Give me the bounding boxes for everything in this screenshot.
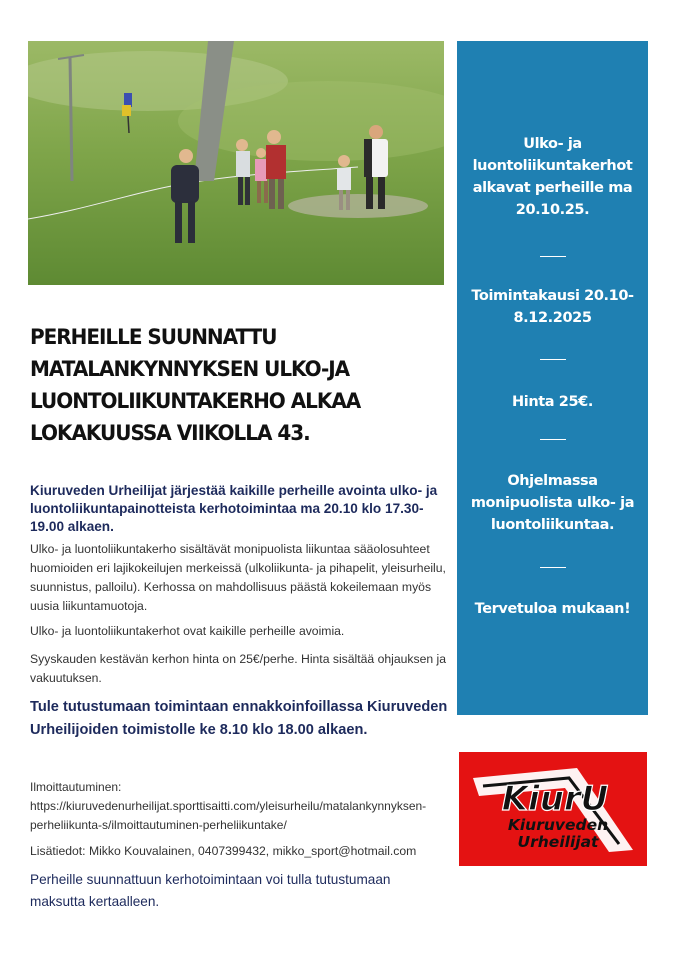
lead-paragraph: Kiuruveden Urheilijat järjestää kaikille perheille avointa ulko- ja luontoliikuntapainotteista kerhotoimintaa ma 20.10 klo 17.30-19.00 alkaen. [30, 483, 438, 534]
page-title: PERHEILLE SUUNNATTU MATALANKYNNYKSEN ULKO-JA LUONTOLIIKUNTAKERHO ALKAA LOKAKUUSSA VIIKOLLA 43. [30, 325, 361, 446]
registration-url-line1: https://kiuruvedenurheilijat.sporttisaitti.com/yleisurheilu/matalankynnyksen- [30, 799, 427, 813]
sidebar-price: Hinta 25€. [512, 394, 593, 410]
event-photo [28, 41, 444, 285]
registration-label: Ilmoittautuminen: [30, 780, 122, 794]
registration-section [30, 778, 460, 835]
registration-url-line2: perheliikunta-s/ilmoittautuminen-perheliikuntake/ [30, 818, 287, 832]
kiuru-logo [459, 752, 647, 866]
sidebar-divider [540, 439, 566, 440]
logo-line1: Kiuruveden [507, 816, 609, 834]
sidebar-program: Ohjelmassa monipuolista ulko- ja luontoliikuntaa. [470, 473, 635, 533]
closing-note: Perheille suunnattuun kerhotoimintaan voi tulla tutustumaan maksutta kertaalleen. [30, 872, 391, 909]
info-evening-callout: Tule tutustumaan toimintaan ennakkoinfoillassa Kiuruveden Urheilijoiden toimistolle ke 8.10 klo 18.00 alkaen. [30, 699, 448, 738]
sidebar-start-date: Ulko- ja luontoliikuntakerhot alkavat perheille ma 20.10.25. [472, 136, 633, 218]
registration-link[interactable] [30, 797, 460, 835]
price-paragraph: Syyskauden kestävän kerhon hinta on 25€/perhe. Hinta sisältää ohjauksen ja vakuutuksen. [30, 652, 446, 685]
sidebar-welcome: Tervetuloa mukaan! [474, 601, 631, 617]
sidebar-divider [540, 567, 566, 568]
sidebar-divider [540, 256, 566, 257]
info-sidebar [457, 41, 648, 715]
sidebar-season: Toimintakausi 20.10-8.12.2025 [471, 288, 634, 326]
availability-paragraph: Ulko- ja luontoliikuntakerhot ovat kaikille perheille avoimia. [30, 624, 345, 638]
contact-info: Lisätiedot: Mikko Kouvalainen, 0407399432, mikko_sport@hotmail.com [30, 844, 417, 858]
logo-line2: Urheilijat [517, 833, 599, 851]
logo-brand: KiurU [501, 779, 609, 819]
description-paragraph: Ulko- ja luontoliikuntakerho sisältävät monipuolista liikuntaa sääolosuhteet huomioiden eri lajikokeilujen merkeissä (ulkoliikunta- ja pihapelit, yleisurheilu, suunnistus, palloilu). Kerhossa on mahdollisuus päästä kokeilemaan myös uusia liikuntamuotoja. [30, 542, 446, 613]
sidebar-divider [540, 359, 566, 360]
